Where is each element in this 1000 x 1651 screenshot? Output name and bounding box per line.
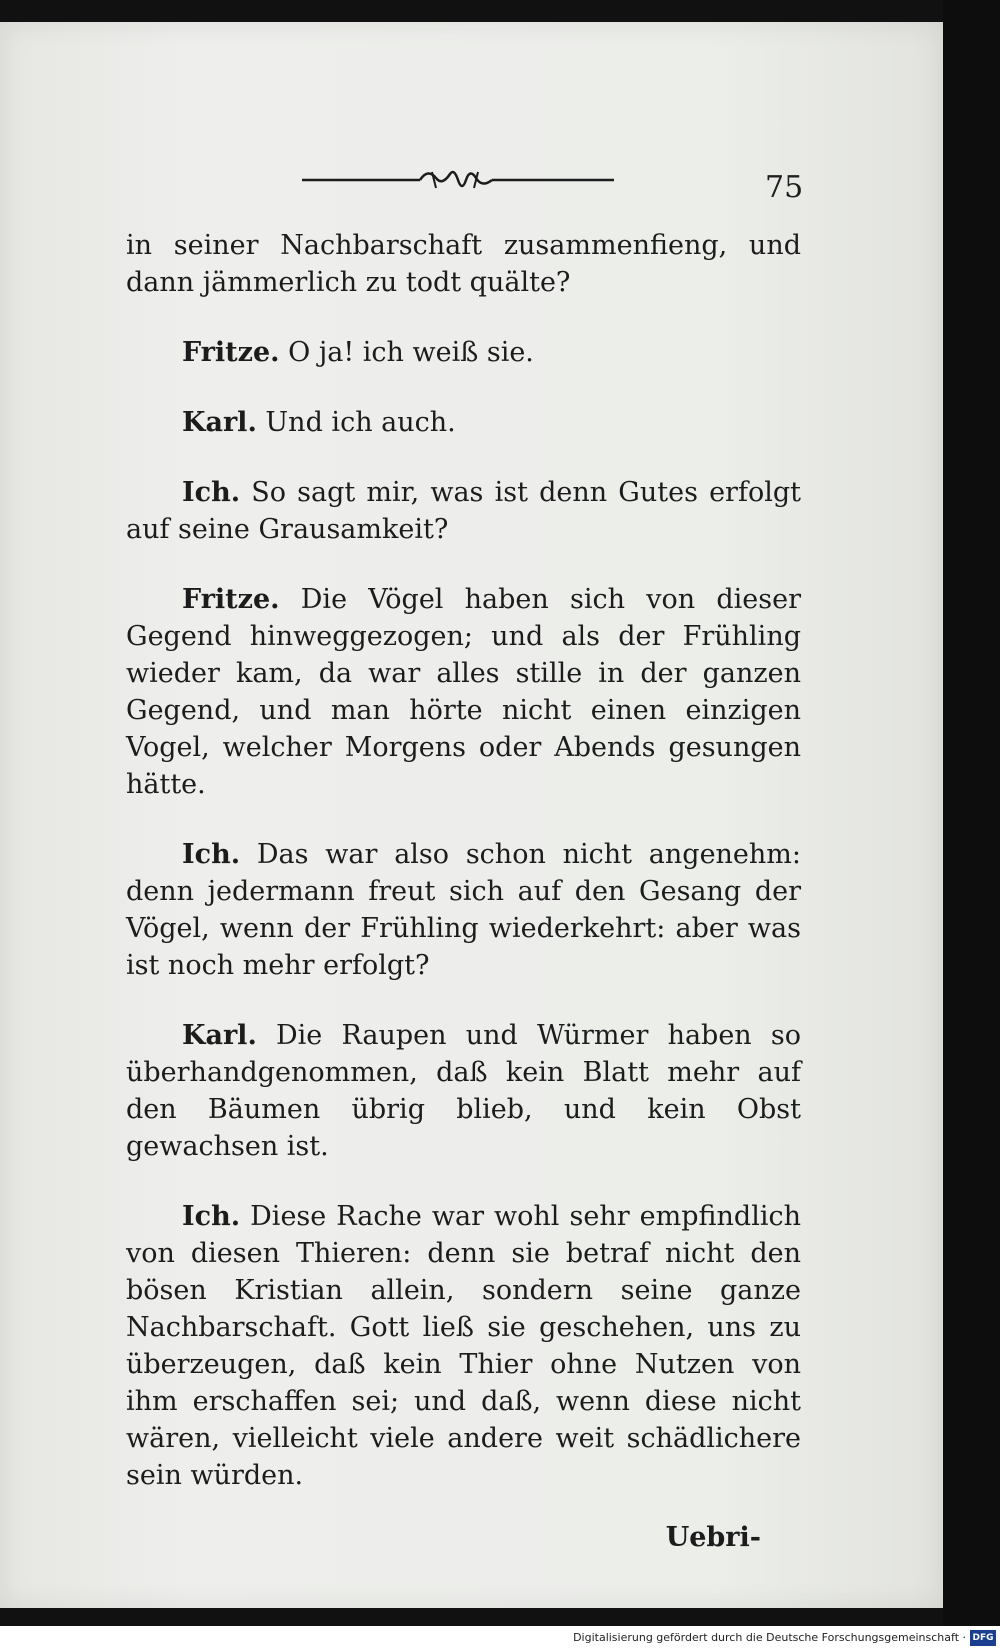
speaker-label: Fritze. xyxy=(182,584,280,615)
book-page xyxy=(0,22,943,1608)
header-ornament xyxy=(302,160,614,200)
paragraph xyxy=(126,581,801,803)
paragraph xyxy=(126,836,801,984)
paragraph xyxy=(126,227,801,301)
paragraph xyxy=(126,404,801,441)
speaker-label: Karl. xyxy=(182,407,257,438)
paragraph-text: O ja! ich weiß sie. xyxy=(279,337,534,368)
body-text xyxy=(126,227,801,1556)
paragraph xyxy=(126,334,801,371)
speaker-label: Ich. xyxy=(182,1201,241,1232)
paragraph-text: So sagt mir, was ist denn Gutes erfolgt auf seine Grausamkeit? xyxy=(126,477,801,545)
paragraph xyxy=(126,1198,801,1494)
speaker-label: Ich. xyxy=(182,839,241,870)
speaker-label: Karl. xyxy=(182,1020,257,1051)
speaker-label: Fritze. xyxy=(182,337,280,368)
paragraph xyxy=(126,474,801,548)
page-number: 75 xyxy=(765,170,804,205)
paragraph-text: Diese Rache war wohl sehr empfindlich von diesen Thieren: denn sie betraf nicht den bösen Kristian allein, sondern seine ganze Nachbarschaft. Gott ließ sie geschehen, uns zu überzeugen, daß kein Thier ohne Nutzen von ihm erschaffen sei; und daß, wenn diese nicht wären, vielleicht viele andere weit schädlichere sein würden. xyxy=(126,1201,801,1491)
paragraph xyxy=(126,1017,801,1165)
paragraph-text: Das war also schon nicht angenehm: denn jedermann freut sich auf den Gesang der Vögel, wenn der Frühling wiederkehrt: aber was ist noch mehr erfolgt? xyxy=(126,839,801,981)
footer-credit: Digitalisierung gefördert durch die Deutsche Forschungsgemeinschaft · xyxy=(573,1631,966,1644)
paragraph-text: Die Raupen und Würmer haben so überhandgenommen, daß kein Blatt mehr auf den Bäumen übrig blieb, und kein Obst gewachsen ist. xyxy=(126,1020,801,1162)
speaker-label: Ich. xyxy=(182,477,241,508)
paragraph-text: Und ich auch. xyxy=(256,407,456,438)
paragraph-text: in seiner Nachbarschaft zusammenfieng, und dann jämmerlich zu todt quälte? xyxy=(126,230,801,298)
paragraph-text: Die Vögel haben sich von dieser Gegend hinweggezogen; und als der Frühling wieder kam, da war alles stille in der ganzen Gegend, und man hörte nicht einen einzigen Vogel, welcher Morgens oder Abends gesungen hätte. xyxy=(126,584,801,800)
dfg-logo: DFG xyxy=(970,1630,996,1646)
scan-border xyxy=(943,0,1000,1651)
footer-bar xyxy=(0,1626,1000,1651)
catchword: Uebri- xyxy=(665,1522,761,1553)
